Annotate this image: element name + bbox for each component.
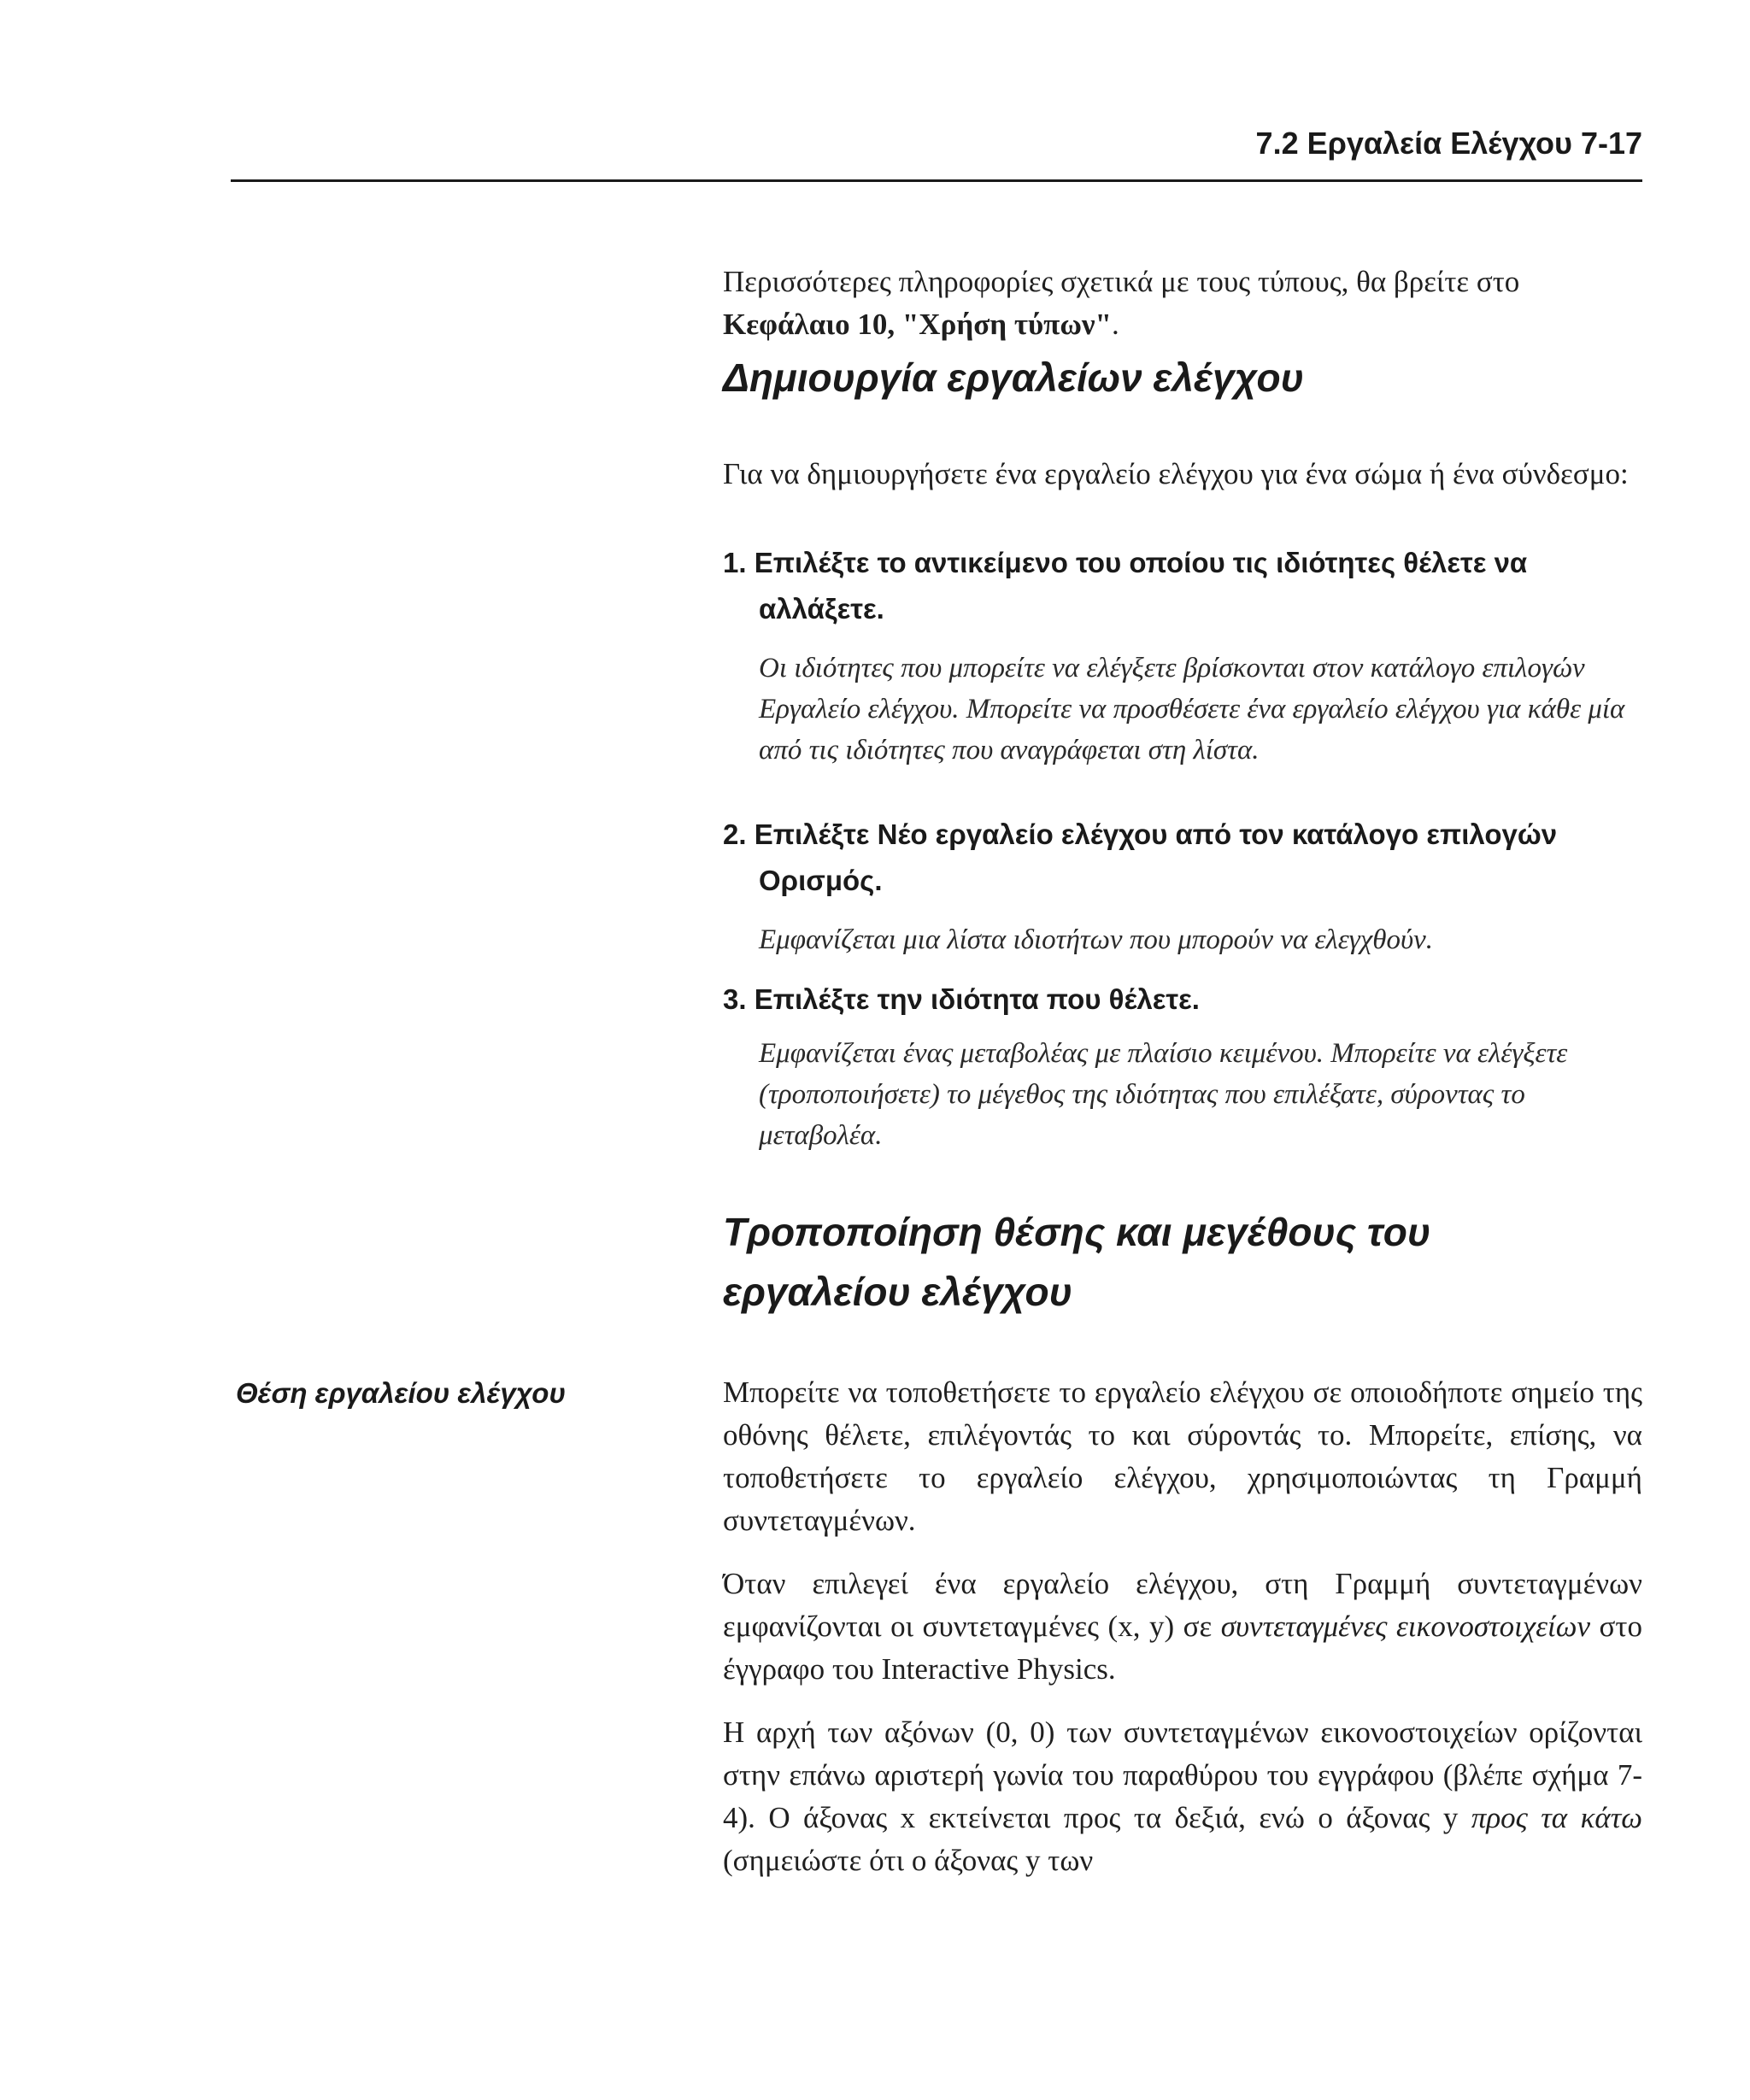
- step-3-instruction: 3. Επιλέξτε την ιδιότητα που θέλετε.: [723, 983, 1200, 1015]
- intro-block: [723, 261, 1642, 346]
- section1-block: [723, 348, 1642, 408]
- running-header: 7.2 Εργαλεία Ελέγχου 7-17: [1255, 126, 1642, 161]
- margin-label: Θέση εργαλείου ελέγχου: [236, 1377, 566, 1409]
- section1-lead-block: [723, 453, 1642, 496]
- section1-lead: Για να δημιουργήσετε ένα εργαλείο ελέγχου για ένα σώμα ή ένα σύνδεσμο:: [723, 457, 1629, 490]
- step-1-note: Οι ιδιότητες που μπορείτε να ελέγξετε βρίσκονται στον κατάλογο επιλογών Εργαλείο ελέγχου. Μπορείτε να προσθέσετε ένα εργαλείο ελέγχου για κάθε μία από τις ιδιότητες που αναγράφεται στη λίστα.: [759, 653, 1625, 766]
- section2-heading-block: [723, 1202, 1642, 1322]
- section2-heading-line2: εργαλείου ελέγχου: [723, 1270, 1072, 1314]
- section2-body: [723, 1371, 1642, 1882]
- step-3-note: Εμφανίζεται ένας μεταβολέας με πλαίσιο κειμένου. Μπορείτε να ελέγξετε (τροποποιήσετε) το μέγεθος της ιδιότητας που επιλέξατε, σύροντας το μεταβολέα.: [759, 1038, 1568, 1151]
- section2-heading: [723, 1202, 1642, 1322]
- para3-emphasis: προς τα κάτω: [1471, 1801, 1643, 1834]
- step-2-note: Εμφανίζεται μια λίστα ιδιοτήτων που μπορούν να ελεγχθούν.: [759, 924, 1434, 955]
- section2-para1: Μπορείτε να τοποθετήσετε το εργαλείο ελέγχου σε οποιοδήποτε σημείο της οθόνης θέλετε, επιλέγοντάς το και σύροντάς το. Μπορείτε, επίσης, να τοποθετήσετε το εργαλείο ελέγχου, χρησιμοποιώντας τη Γραμμή συντεταγμένων.: [723, 1376, 1642, 1537]
- para3-text-a: Η αρχή των αξόνων (0, 0) των συντεταγμένων εικονοστοιχείων ορίζονται στην επάνω αριστερή γωνία του παραθύρου του εγγράφου (βλέπε σχήμα 7-4). Ο άξονας x εκτείνεται προς τα δεξιά, ενώ ο άξονας y: [723, 1716, 1642, 1834]
- para2-emphasis: συντεταγμένες εικονοστοιχείων: [1220, 1610, 1591, 1643]
- step-1: [723, 540, 1642, 771]
- header-rule: [231, 179, 1642, 182]
- section2-para2: [723, 1563, 1642, 1691]
- step-2-instruction: 2. Επιλέξτε Νέο εργαλείο ελέγχου από τον κατάλογο επιλογών Ορισμός.: [723, 818, 1558, 896]
- section2-heading-line1: Τροποποίηση θέσης και μεγέθους του: [723, 1210, 1431, 1254]
- para2-text-a: Όταν επιλεγεί ένα εργαλείο ελέγχου, στη Γραμμή συντεταγμένων εμφανίζονται οι συντεταγμένες (x, y) σε: [723, 1567, 1642, 1643]
- para3-text-b: (σημειώστε ότι ο άξονας y των: [723, 1844, 1094, 1877]
- section2-para3: [723, 1711, 1642, 1882]
- intro-paragraph: [723, 261, 1642, 346]
- step-3: [723, 977, 1642, 1156]
- intro-text: Περισσότερες πληροφορίες σχετικά με τους τύπους, θα βρείτε στο: [723, 265, 1520, 298]
- step-1-instruction: 1. Επιλέξτε το αντικείμενο του οποίου τις ιδιότητες θέλετε να αλλάξετε.: [723, 547, 1528, 625]
- section1-heading: Δημιουργία εργαλείων ελέγχου: [723, 355, 1304, 400]
- intro-end: .: [1111, 308, 1119, 341]
- para2-text-b: στο έγγραφο του Interactive Physics.: [723, 1610, 1642, 1686]
- step-2: [723, 812, 1642, 960]
- chapter-reference: Κεφάλαιο 10, "Χρήση τύπων": [723, 308, 1112, 341]
